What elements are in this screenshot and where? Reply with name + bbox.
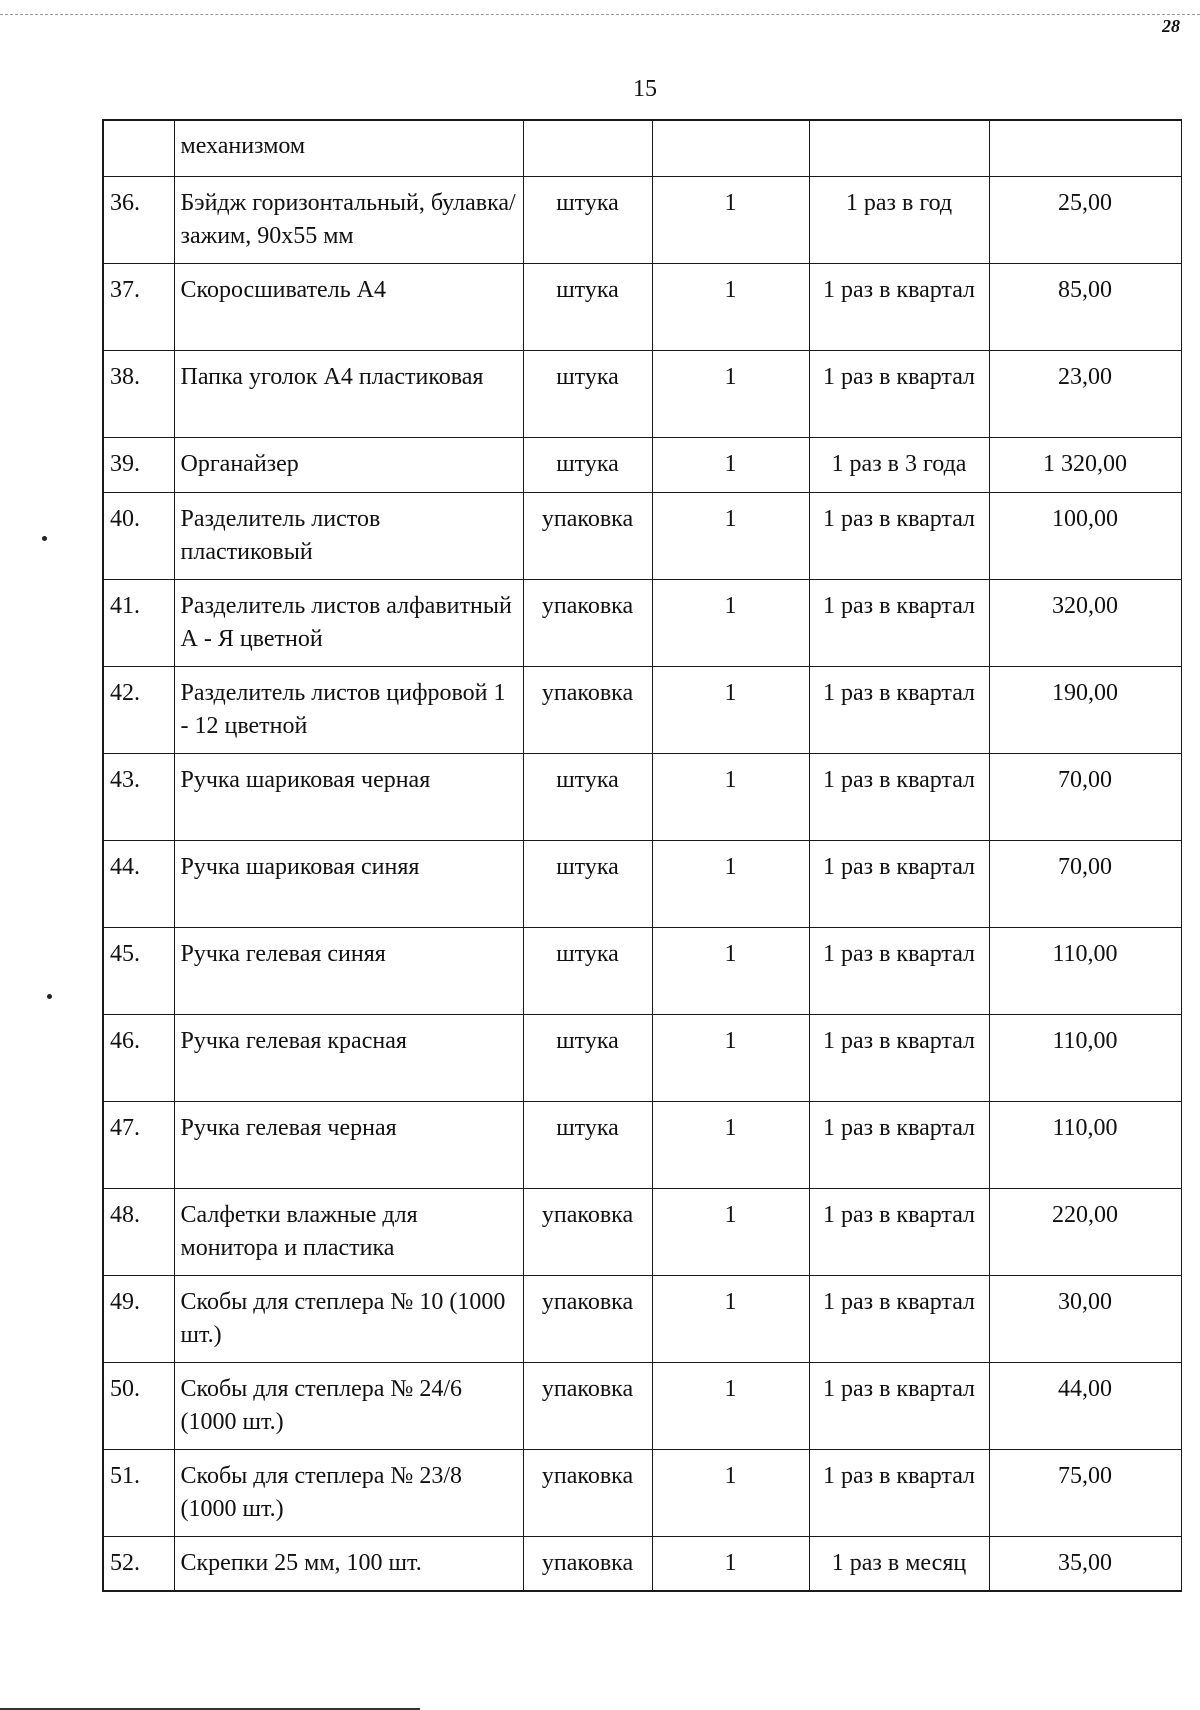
cell-frequency: 1 раз в квартал [809, 1101, 989, 1188]
cell-price: 75,00 [989, 1449, 1181, 1536]
supplies-table-body [103, 120, 1181, 1591]
table-row [103, 1014, 1181, 1101]
table-row [103, 666, 1181, 753]
scan-top-edge [0, 14, 1200, 15]
cell-name: Разделитель листов цифровой 1 - 12 цветной [174, 666, 523, 753]
cell-frequency: 1 раз в квартал [809, 1188, 989, 1275]
cell-name: Бэйдж горизонтальный, булавка/зажим, 90х55 мм [174, 176, 523, 263]
table-row [103, 1188, 1181, 1275]
cell-frequency [809, 120, 989, 176]
cell-num: 37. [103, 263, 174, 350]
cell-price: 70,00 [989, 753, 1181, 840]
cell-name: Ручка гелевая красная [174, 1014, 523, 1101]
cell-num: 46. [103, 1014, 174, 1101]
cell-name: Разделитель листов алфавитный А - Я цветной [174, 579, 523, 666]
cell-name: Ручка гелевая черная [174, 1101, 523, 1188]
cell-unit: штука [523, 840, 652, 927]
scan-speck [47, 994, 52, 999]
cell-qty: 1 [652, 350, 809, 437]
cell-num [103, 120, 174, 176]
cell-qty [652, 120, 809, 176]
cell-qty: 1 [652, 1275, 809, 1362]
table-row [103, 579, 1181, 666]
cell-price: 110,00 [989, 927, 1181, 1014]
cell-price: 1 320,00 [989, 437, 1181, 492]
cell-price: 23,00 [989, 350, 1181, 437]
cell-name: Скобы для степлера № 23/8 (1000 шт.) [174, 1449, 523, 1536]
cell-unit: упаковка [523, 666, 652, 753]
cell-frequency: 1 раз в год [809, 176, 989, 263]
cell-unit: упаковка [523, 1449, 652, 1536]
cell-qty: 1 [652, 492, 809, 579]
cell-price: 220,00 [989, 1188, 1181, 1275]
cell-num: 44. [103, 840, 174, 927]
cell-unit: штука [523, 753, 652, 840]
table-row [103, 1449, 1181, 1536]
cell-frequency: 1 раз в квартал [809, 1014, 989, 1101]
cell-qty: 1 [652, 666, 809, 753]
table-row-continued [103, 120, 1181, 176]
cell-price: 44,00 [989, 1362, 1181, 1449]
table-row [103, 840, 1181, 927]
cell-name: Скрепки 25 мм, 100 шт. [174, 1536, 523, 1591]
cell-frequency: 1 раз в квартал [809, 927, 989, 1014]
cell-num: 51. [103, 1449, 174, 1536]
cell-name: Скобы для степлера № 24/6 (1000 шт.) [174, 1362, 523, 1449]
cell-unit: упаковка [523, 492, 652, 579]
cell-qty: 1 [652, 263, 809, 350]
cell-frequency: 1 раз в квартал [809, 579, 989, 666]
cell-frequency: 1 раз в квартал [809, 1449, 989, 1536]
cell-num: 47. [103, 1101, 174, 1188]
cell-qty: 1 [652, 1449, 809, 1536]
page-number: 15 [633, 76, 657, 102]
cell-unit: упаковка [523, 1188, 652, 1275]
cell-unit: упаковка [523, 1275, 652, 1362]
table-row [103, 176, 1181, 263]
cell-num: 38. [103, 350, 174, 437]
cell-unit: штука [523, 437, 652, 492]
cell-price: 25,00 [989, 176, 1181, 263]
cell-name: Органайзер [174, 437, 523, 492]
supplies-table [102, 119, 1182, 1592]
table-row [103, 753, 1181, 840]
cell-qty: 1 [652, 840, 809, 927]
cell-num: 42. [103, 666, 174, 753]
cell-qty: 1 [652, 1362, 809, 1449]
cell-frequency: 1 раз в 3 года [809, 437, 989, 492]
cell-frequency: 1 раз в квартал [809, 840, 989, 927]
cell-qty: 1 [652, 1188, 809, 1275]
cell-unit: упаковка [523, 1536, 652, 1591]
cell-num: 41. [103, 579, 174, 666]
cell-unit: штука [523, 1101, 652, 1188]
handwritten-sheet-number: 28 [1162, 16, 1180, 36]
cell-frequency: 1 раз в квартал [809, 1275, 989, 1362]
cell-num: 50. [103, 1362, 174, 1449]
table-row [103, 1362, 1181, 1449]
cell-num: 49. [103, 1275, 174, 1362]
cell-frequency: 1 раз в квартал [809, 350, 989, 437]
table-row [103, 1101, 1181, 1188]
cell-qty: 1 [652, 1014, 809, 1101]
cell-unit: упаковка [523, 1362, 652, 1449]
cell-num: 45. [103, 927, 174, 1014]
cell-unit: штука [523, 927, 652, 1014]
table-row [103, 927, 1181, 1014]
table-row [103, 263, 1181, 350]
cell-frequency: 1 раз в квартал [809, 263, 989, 350]
cell-price: 30,00 [989, 1275, 1181, 1362]
cell-qty: 1 [652, 437, 809, 492]
cell-name: Скоросшиватель А4 [174, 263, 523, 350]
cell-unit: упаковка [523, 579, 652, 666]
cell-name: Скобы для степлера № 10 (1000 шт.) [174, 1275, 523, 1362]
cell-unit: штука [523, 1014, 652, 1101]
cell-name: Разделитель листов пластиковый [174, 492, 523, 579]
table-row [103, 1536, 1181, 1591]
cell-price: 110,00 [989, 1101, 1181, 1188]
cell-price: 320,00 [989, 579, 1181, 666]
table-row [103, 350, 1181, 437]
cell-price: 35,00 [989, 1536, 1181, 1591]
cell-num: 48. [103, 1188, 174, 1275]
cell-name: Ручка шариковая черная [174, 753, 523, 840]
cell-unit: штука [523, 176, 652, 263]
cell-name: Ручка шариковая синяя [174, 840, 523, 927]
cell-price: 110,00 [989, 1014, 1181, 1101]
cell-qty: 1 [652, 176, 809, 263]
cell-frequency: 1 раз в квартал [809, 753, 989, 840]
cell-frequency: 1 раз в месяц [809, 1536, 989, 1591]
cell-num: 40. [103, 492, 174, 579]
cell-num: 52. [103, 1536, 174, 1591]
cell-name: механизмом [174, 120, 523, 176]
cell-unit: штука [523, 263, 652, 350]
cell-price: 70,00 [989, 840, 1181, 927]
table-row [103, 1275, 1181, 1362]
cell-name: Салфетки влажные для монитора и пластика [174, 1188, 523, 1275]
cell-num: 36. [103, 176, 174, 263]
cell-name: Папка уголок А4 пластиковая [174, 350, 523, 437]
cell-frequency: 1 раз в квартал [809, 666, 989, 753]
cell-qty: 1 [652, 579, 809, 666]
cell-price: 85,00 [989, 263, 1181, 350]
cell-unit: штука [523, 350, 652, 437]
cell-price [989, 120, 1181, 176]
cell-qty: 1 [652, 927, 809, 1014]
cell-frequency: 1 раз в квартал [809, 1362, 989, 1449]
scan-speck [42, 536, 47, 541]
cell-qty: 1 [652, 753, 809, 840]
cell-num: 39. [103, 437, 174, 492]
cell-price: 100,00 [989, 492, 1181, 579]
cell-qty: 1 [652, 1536, 809, 1591]
cell-unit [523, 120, 652, 176]
cell-frequency: 1 раз в квартал [809, 492, 989, 579]
table-row [103, 492, 1181, 579]
cell-price: 190,00 [989, 666, 1181, 753]
table-row [103, 437, 1181, 492]
cell-qty: 1 [652, 1101, 809, 1188]
cell-name: Ручка гелевая синяя [174, 927, 523, 1014]
cell-num: 43. [103, 753, 174, 840]
